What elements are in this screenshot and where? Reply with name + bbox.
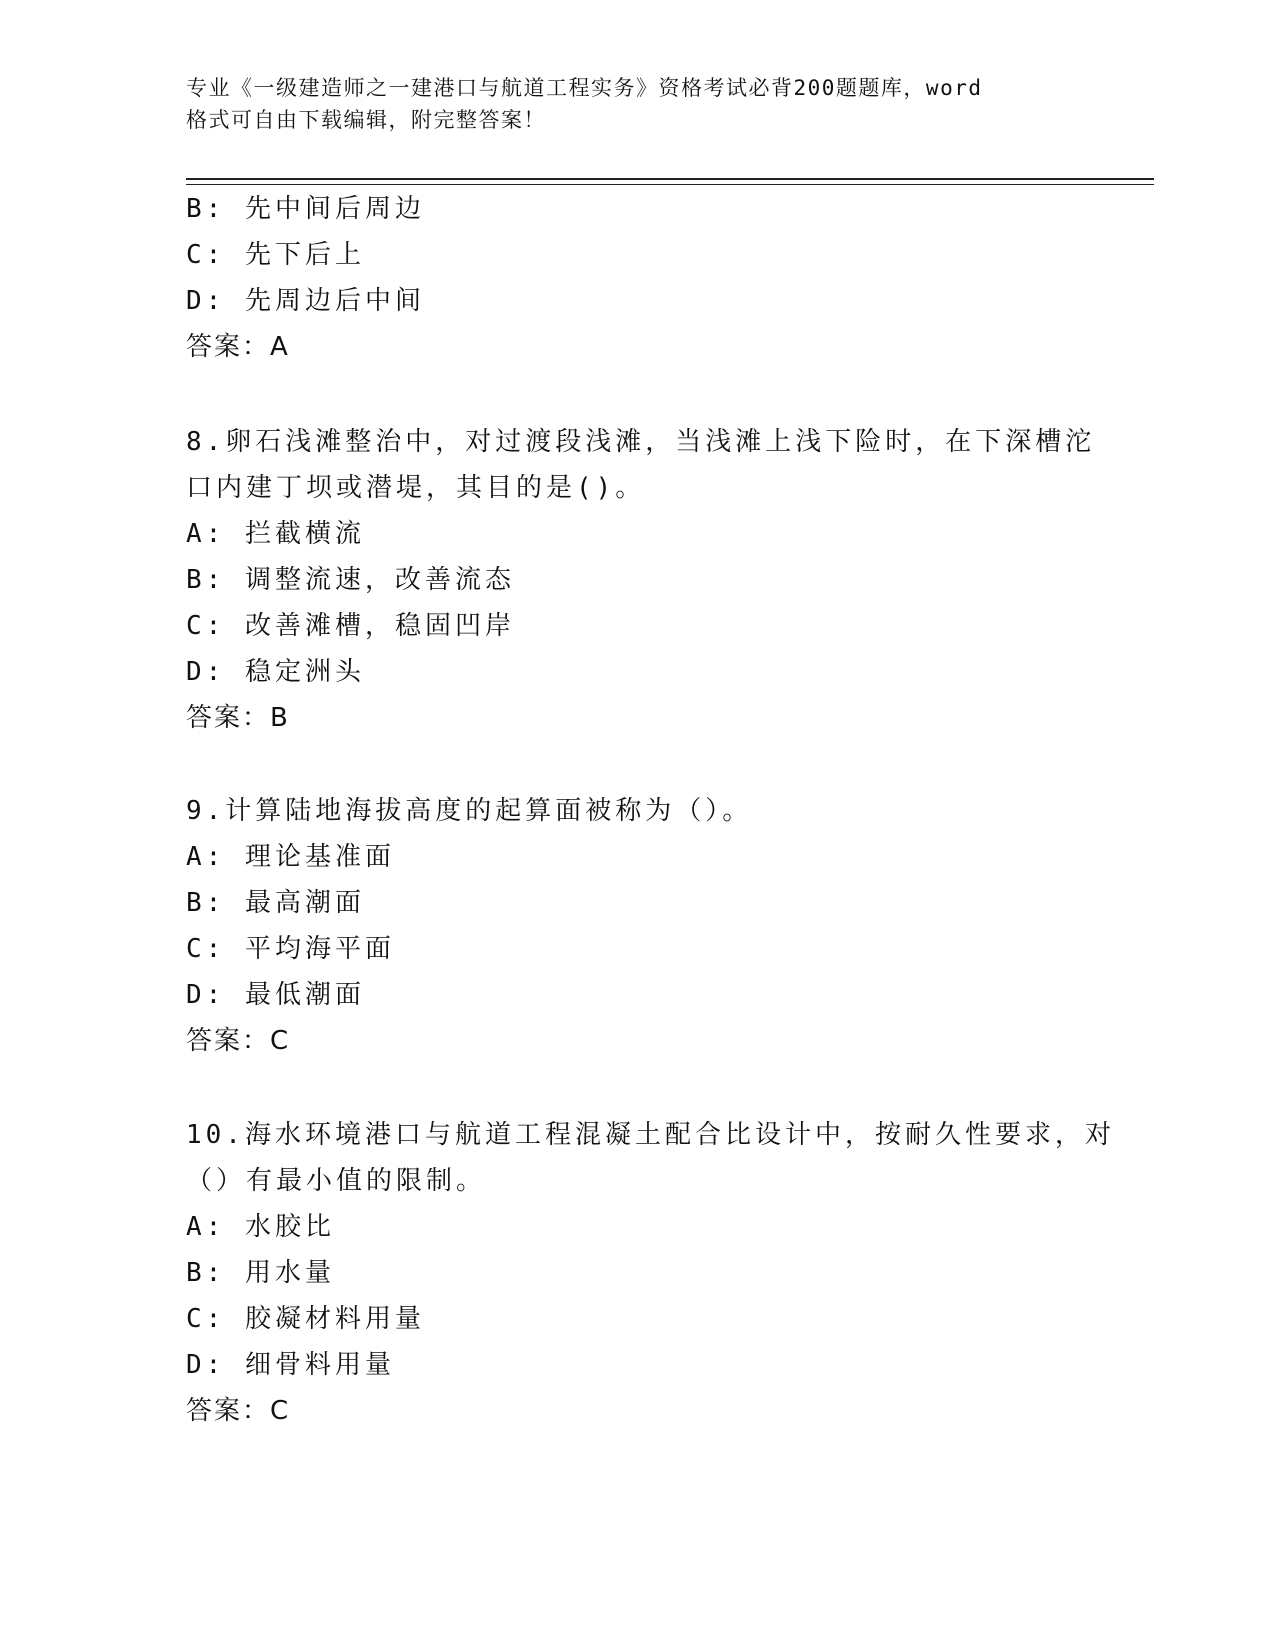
question-8 — [186, 419, 1096, 741]
option-d: D: 最低潮面 — [186, 980, 365, 1010]
header-line-2: 格式可自由下载编辑，附完整答案！ — [186, 108, 546, 132]
option-b: B: 用水量 — [186, 1258, 335, 1288]
option-d: D: 细骨料用量 — [186, 1350, 395, 1380]
option-b: B: 最高潮面 — [186, 888, 365, 918]
question-text-line-2: 口内建丁坝或潜堤，其目的是()。 — [186, 473, 646, 503]
header-divider-thin — [186, 184, 1154, 185]
question-text-line-2: （）有最小值的限制。 — [186, 1166, 487, 1196]
answer: 答案：B — [186, 703, 290, 733]
option-a: A: 拦截横流 — [186, 519, 365, 549]
option-c: C: 胶凝材料用量 — [186, 1304, 425, 1334]
header-line-1: 专业《一级建造师之一建港口与航道工程实务》资格考试必背200题题库，word — [186, 76, 983, 100]
question-10 — [186, 1112, 1115, 1434]
answer: 答案：C — [186, 1026, 291, 1056]
question-text-line-1: 9.计算陆地海拔高度的起算面被称为（）。 — [186, 796, 753, 826]
option-a: A: 水胶比 — [186, 1212, 335, 1242]
header-divider-thick — [186, 178, 1154, 180]
option-a: A: 理论基准面 — [186, 842, 395, 872]
option-b: B: 先中间后周边 — [186, 194, 425, 224]
option-c: C: 改善滩槽，稳固凹岸 — [186, 611, 515, 641]
option-b: B: 调整流速，改善流态 — [186, 565, 515, 595]
question-7-tail — [186, 186, 1086, 370]
question-text-line-1: 8.卵石浅滩整治中，对过渡段浅滩，当浅滩上浅下险时，在下深槽沱 — [186, 427, 1096, 457]
option-d: D: 先周边后中间 — [186, 286, 425, 316]
answer: 答案：A — [186, 332, 290, 362]
question-text-line-1: 10.海水环境港口与航道工程混凝土配合比设计中，按耐久性要求，对 — [186, 1120, 1115, 1150]
document-header — [186, 72, 1066, 136]
option-c: C: 平均海平面 — [186, 934, 395, 964]
answer: 答案：C — [186, 1396, 291, 1426]
option-c: C: 先下后上 — [186, 240, 365, 270]
option-d: D: 稳定洲头 — [186, 657, 365, 687]
question-9 — [186, 788, 1086, 1064]
